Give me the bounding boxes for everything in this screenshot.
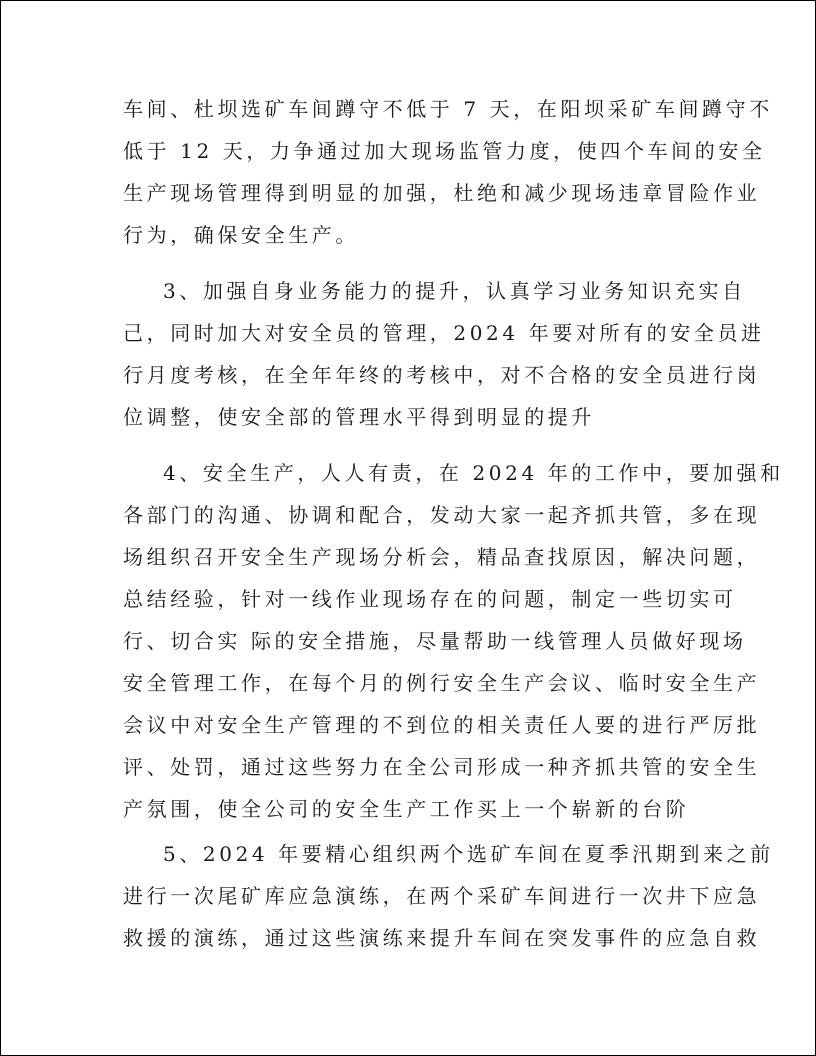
text-line: 会议中对安全生产管理的不到位的相关责任人要的进行严厉批 [123,713,761,737]
text-line: 低于 12 天，力争通过加大现场监管力度，使四个车间的安全 [123,139,766,163]
paragraph-first-line: 4、安全生产，人人有责，在 2024 年的工作中，要加强和 [163,461,784,485]
text-line: 救援的演练，通过这些演练来提升车间在突发事件的应急自救 [123,926,761,950]
text-line: 评、处罚，通过这些努力在全公司形成一种齐抓共管的安全生 [123,755,761,779]
text-line: 车间、杜坝选矿车间蹲守不低于 7 天，在阳坝采矿车间蹲守不 [123,97,773,121]
paragraph-first-line: 3、加强自身业务能力的提升，认真学习业务知识充实自 [163,279,746,303]
text-line: 安全管理工作，在每个月的例行安全生产会议、临时安全生产 [123,671,761,695]
text-line: 生产现场管理得到明显的加强，杜绝和减少现场违章冒险作业 [123,181,761,205]
text-line: 场组织召开安全生产现场分析会，精品查找原因，解决问题， [123,545,761,569]
text-line: 行月度考核，在全年年终的考核中，对不合格的安全员进行岗 [123,363,761,387]
text-line: 己，同时加大对安全员的管理，2024 年要对所有的安全员进 [123,321,765,345]
paragraph-first-line: 5、2024 年要精心组织两个选矿车间在夏季汛期到来之前 [163,842,774,866]
text-line: 进行一次尾矿库应急演练，在两个采矿车间进行一次井下应急 [123,884,761,908]
text-line: 产氛围，使全公司的安全生产工作买上一个崭新的台阶 [123,797,690,821]
text-line: 行、切合实 际的安全措施，尽量帮助一线管理人员做好现场 [123,629,747,653]
text-line: 各部门的沟通、协调和配合，发动大家一起齐抓共管，多在现 [123,503,761,527]
text-line: 总结经验，针对一线作业现场存在的问题，制定一些切实可 [123,587,737,611]
text-line: 行为，确保安全生产。 [123,223,359,247]
text-line: 位调整，使安全部的管理水平得到明显的提升 [123,405,595,429]
